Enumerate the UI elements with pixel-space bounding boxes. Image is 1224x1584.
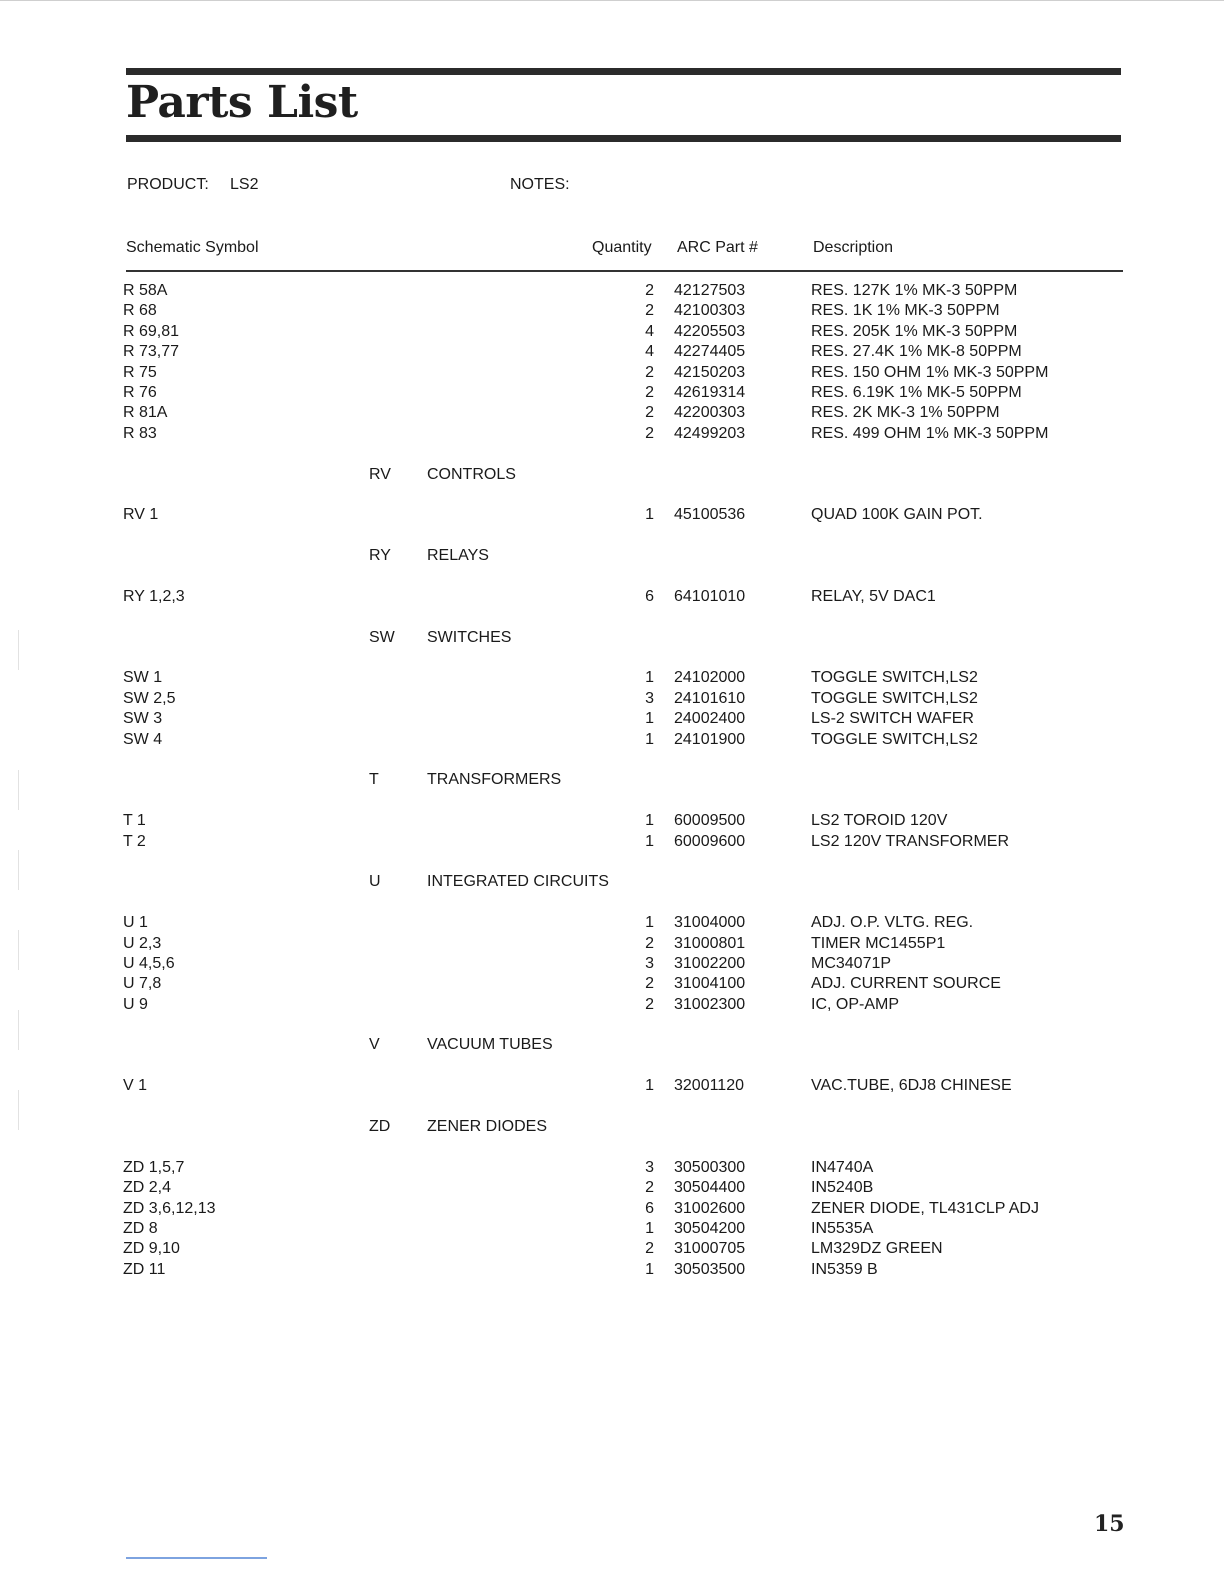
description: ZENER DIODE, TL431CLP ADJ [811,1199,1039,1217]
section-name: VACUUM TUBES [427,1036,553,1054]
column-header-symbol: Schematic Symbol [126,239,259,256]
description: LS-2 SWITCH WAFER [811,710,974,728]
table-row [0,995,1224,1015]
section-code: ZD [369,1118,391,1136]
description: ADJ. CURRENT SOURCE [811,975,1001,993]
quantity: 2 [645,383,654,401]
table-row [0,1239,1224,1259]
column-header-part-number: ARC Part # [677,239,758,256]
description: TOGGLE SWITCH,LS2 [811,730,978,748]
schematic-symbol: V 1 [123,1077,148,1095]
quantity: 1 [645,914,654,932]
description: QUAD 100K GAIN POT. [811,506,983,524]
quantity: 6 [645,1199,654,1217]
description: LS2 120V TRANSFORMER [811,832,1009,850]
section-code: T [369,771,379,789]
table-row [0,954,1224,974]
column-header-description: Description [813,239,894,256]
table-row [0,322,1224,342]
quantity: 1 [645,1219,654,1237]
description: RES. 1K 1% MK-3 50PPM [811,302,1000,320]
schematic-symbol: R 58A [123,282,168,299]
arc-part-number: 42619314 [674,383,746,401]
section-heading [0,546,1224,566]
table-row [0,1178,1224,1198]
quantity: 4 [645,343,654,361]
section-name: ZENER DIODES [427,1118,548,1136]
section-code: RV [369,465,391,483]
description: RES. 499 OHM 1% MK-3 50PPM [811,424,1049,442]
schematic-symbol: R 69,81 [123,322,180,340]
schematic-symbol: R 76 [123,383,157,401]
schematic-symbol: U 1 [123,914,148,932]
description: RES. 2K MK-3 1% 50PPM [811,404,1000,422]
section-heading [0,770,1224,790]
schematic-symbol: U 7,8 [123,975,162,993]
arc-part-number: 42100303 [674,302,746,320]
arc-part-number: 31004000 [674,914,746,932]
arc-part-number: 42499203 [674,424,746,442]
table-row [0,301,1224,321]
column-header-quantity: Quantity [592,239,652,256]
arc-part-number: 42150203 [674,363,746,381]
arc-part-number: 31000705 [674,1240,746,1258]
arc-part-number: 31004100 [674,975,746,993]
arc-part-number: 31000801 [674,934,746,952]
schematic-symbol: SW 1 [123,669,163,687]
section-heading [0,1035,1224,1055]
section-name: RELAYS [427,547,489,565]
schematic-symbol: ZD 1,5,7 [123,1158,185,1176]
description: RES. 6.19K 1% MK-5 50PPM [811,383,1022,401]
quantity: 1 [645,730,654,748]
section-code: SW [369,628,395,646]
title-rule-bottom [126,135,1121,142]
description: LM329DZ GREEN [811,1240,943,1258]
page-top-edge [0,0,1224,1]
quantity: 3 [645,954,654,972]
description: ADJ. O.P. VLTG. REG. [811,914,974,932]
description: IN5240B [811,1179,874,1197]
section-heading [0,872,1224,892]
schematic-symbol: T 2 [123,832,146,850]
section-heading [0,465,1224,485]
schematic-symbol: ZD 2,4 [123,1179,172,1197]
parts-table [0,281,1224,1280]
table-row [0,974,1224,994]
notes-label: NOTES: [510,176,570,193]
description: IN5359 B [811,1260,878,1278]
section-code: V [369,1036,380,1054]
footer-link-underline [126,1557,267,1559]
table-row [0,403,1224,423]
arc-part-number: 24101900 [674,730,746,748]
table-row [0,281,1224,301]
table-row [0,424,1224,444]
description: MC34071P [811,954,892,972]
description: RES. 127K 1% MK-3 50PPM [811,282,1018,299]
table-row [0,1158,1224,1178]
quantity: 3 [645,689,654,707]
arc-part-number: 42127503 [674,282,746,299]
quantity: 2 [645,282,654,299]
arc-part-number: 30500300 [674,1158,746,1176]
schematic-symbol: ZD 11 [123,1260,166,1278]
table-row [0,1076,1224,1096]
arc-part-number: 42274405 [674,343,746,361]
table-row [0,505,1224,525]
table-row [0,689,1224,709]
table-row [0,709,1224,729]
arc-part-number: 42200303 [674,404,746,422]
description: IN4740A [811,1158,874,1176]
description: IN5535A [811,1219,874,1237]
schematic-symbol: U 4,5,6 [123,954,175,972]
arc-part-number: 31002200 [674,954,746,972]
arc-part-number: 24002400 [674,710,746,728]
table-row [0,342,1224,362]
schematic-symbol: U 9 [123,995,148,1013]
section-name: CONTROLS [427,465,516,483]
schematic-symbol: RY 1,2,3 [123,587,185,605]
schematic-symbol: SW 4 [123,730,163,748]
section-name: TRANSFORMERS [427,771,562,789]
schematic-symbol: U 2,3 [123,934,162,952]
quantity: 2 [645,404,654,422]
table-row [0,383,1224,403]
section-code: U [369,873,381,891]
schematic-symbol: ZD 3,6,12,13 [123,1199,216,1217]
section-name: INTEGRATED CIRCUITS [427,873,609,891]
arc-part-number: 30504400 [674,1179,746,1197]
arc-part-number: 60009600 [674,832,746,850]
description: RES. 27.4K 1% MK-8 50PPM [811,343,1022,361]
quantity: 2 [645,934,654,952]
table-row [0,934,1224,954]
section-heading [0,1117,1224,1137]
schematic-symbol: T 1 [123,812,146,830]
description: LS2 TOROID 120V [811,812,948,830]
table-row [0,1260,1224,1280]
schematic-symbol: SW 3 [123,710,163,728]
arc-part-number: 42205503 [674,322,746,340]
quantity: 2 [645,1179,654,1197]
quantity: 2 [645,363,654,381]
schematic-symbol: ZD 9,10 [123,1240,180,1258]
quantity: 2 [645,424,654,442]
schematic-symbol: R 75 [123,363,157,381]
quantity: 1 [645,710,654,728]
schematic-symbol: R 73,77 [123,343,180,361]
description: TIMER MC1455P1 [811,934,946,952]
arc-part-number: 31002600 [674,1199,746,1217]
arc-part-number: 60009500 [674,812,746,830]
quantity: 3 [645,1158,654,1176]
quantity: 2 [645,1240,654,1258]
schematic-symbol: R 81A [123,404,168,422]
quantity: 2 [645,975,654,993]
quantity: 1 [645,506,654,524]
arc-part-number: 24101610 [674,689,746,707]
schematic-symbol: SW 2,5 [123,689,176,707]
schematic-symbol: RV 1 [123,506,159,524]
table-row [0,587,1224,607]
section-heading [0,628,1224,648]
arc-part-number: 30503500 [674,1260,746,1278]
table-row [0,1199,1224,1219]
arc-part-number: 64101010 [674,587,746,605]
quantity: 1 [645,812,654,830]
product-label: PRODUCT: [127,176,209,193]
header-divider [126,270,1123,272]
table-row [0,363,1224,383]
quantity: 2 [645,302,654,320]
table-row [0,730,1224,750]
quantity: 2 [645,995,654,1013]
schematic-symbol: ZD 8 [123,1219,158,1237]
description: TOGGLE SWITCH,LS2 [811,669,978,687]
page-number: 15 [1094,1511,1125,1537]
table-row [0,913,1224,933]
quantity: 1 [645,669,654,687]
quantity: 1 [645,1077,654,1095]
arc-part-number: 30504200 [674,1219,746,1237]
schematic-symbol: R 83 [123,424,157,442]
table-row [0,1219,1224,1239]
page-title: Parts List [126,77,358,128]
quantity: 1 [645,832,654,850]
table-row [0,832,1224,852]
quantity: 6 [645,587,654,605]
description: IC, OP-AMP [811,995,900,1013]
description: VAC.TUBE, 6DJ8 CHINESE [811,1077,1012,1095]
arc-part-number: 24102000 [674,669,746,687]
table-row [0,668,1224,688]
description: RES. 205K 1% MK-3 50PPM [811,322,1018,340]
product-value: LS2 [230,176,259,193]
table-row [0,811,1224,831]
quantity: 1 [645,1260,654,1278]
description: RELAY, 5V DAC1 [811,587,936,605]
arc-part-number: 32001120 [674,1077,744,1095]
description: TOGGLE SWITCH,LS2 [811,689,978,707]
section-code: RY [369,547,391,565]
schematic-symbol: R 68 [123,302,157,320]
description: RES. 150 OHM 1% MK-3 50PPM [811,363,1049,381]
arc-part-number: 31002300 [674,995,746,1013]
arc-part-number: 45100536 [674,506,746,524]
quantity: 4 [645,322,654,340]
section-name: SWITCHES [427,628,512,646]
